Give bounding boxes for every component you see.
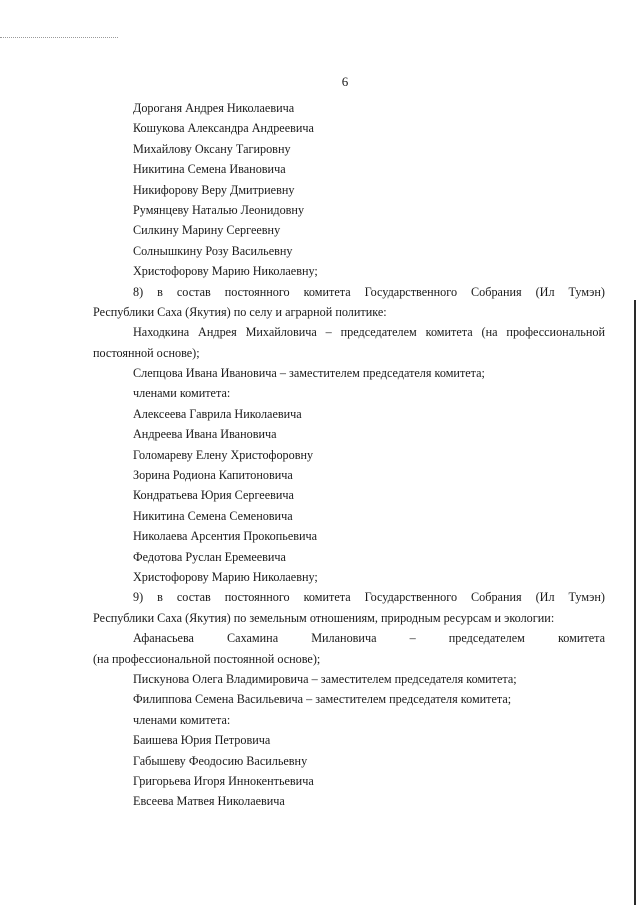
document-line: Николаева Арсентия Прокопьевича — [133, 529, 318, 544]
scan-edge-artifact-top — [0, 37, 118, 38]
document-line: Никифорову Веру Дмитриевну — [133, 182, 295, 197]
document-line: Слепцова Ивана Ивановича – заместителем председателя комитета; — [133, 366, 485, 381]
document-line: Никитина Семена Семеновича — [133, 508, 293, 523]
document-line: Никитина Семена Ивановича — [133, 162, 286, 177]
document-line: Федотова Руслан Еремеевича — [133, 549, 286, 564]
document-line: Республики Саха (Якутия) по селу и аграрной политике: — [93, 304, 387, 319]
document-line: Силкину Марину Сергеевну — [133, 223, 281, 238]
document-line: Григорьева Игоря Иннокентьевича — [133, 773, 314, 788]
document-line: Андреева Ивана Ивановича — [133, 427, 277, 442]
document-line: Евсеева Матвея Николаевича — [133, 794, 285, 809]
document-line: 8) в состав постоянного комитета Государственного Собрания (Ил Тумэн) — [133, 284, 605, 299]
document-line: Солнышкину Розу Васильевну — [133, 243, 293, 258]
document-line: Голомареву Елену Христофоровну — [133, 447, 314, 462]
document-line: Михайлову Оксану Тагировну — [133, 141, 291, 156]
document-line: Находкина Андрея Михайловича – председателем комитета (на профессиональной — [133, 325, 605, 340]
document-line: постоянной основе); — [93, 345, 200, 360]
document-line: Христофорову Марию Николаевну; — [133, 569, 318, 584]
document-line: Пискунова Олега Владимировича – заместителем председателя комитета; — [133, 671, 517, 686]
document-line: Габышеву Феодосию Васильевну — [133, 753, 308, 768]
document-line: Христофорову Марию Николаевну; — [133, 264, 318, 279]
document-line: 9) в состав постоянного комитета Государственного Собрания (Ил Тумэн) — [133, 590, 605, 605]
document-line: Кошукова Александра Андреевича — [133, 121, 314, 136]
document-line: (на профессиональной постоянной основе); — [93, 651, 321, 666]
scan-edge-artifact-right — [634, 300, 636, 905]
document-line: членами комитета: — [133, 712, 231, 727]
document-line: Афанасьева Сахамина Милановича – председателем комитета — [133, 631, 605, 646]
document-body — [93, 98, 605, 812]
document-line: Кондратьева Юрия Сергеевича — [133, 488, 294, 503]
document-line: членами комитета: — [133, 386, 231, 401]
document-line: Филиппова Семена Васильевича – заместителем председателя комитета; — [133, 692, 512, 707]
document-line: Республики Саха (Якутия) по земельным отношениям, природным ресурсам и экологии: — [93, 610, 555, 625]
document-line: Румянцеву Наталью Леонидовну — [133, 202, 305, 217]
document-line: Зорина Родиона Капитоновича — [133, 468, 293, 483]
document-line: Алексеева Гаврила Николаевича — [133, 406, 302, 421]
page-number: 6 — [341, 74, 349, 89]
document-line: Баишева Юрия Петровича — [133, 733, 271, 748]
document-line: Дороганя Андрея Николаевича — [133, 101, 295, 115]
